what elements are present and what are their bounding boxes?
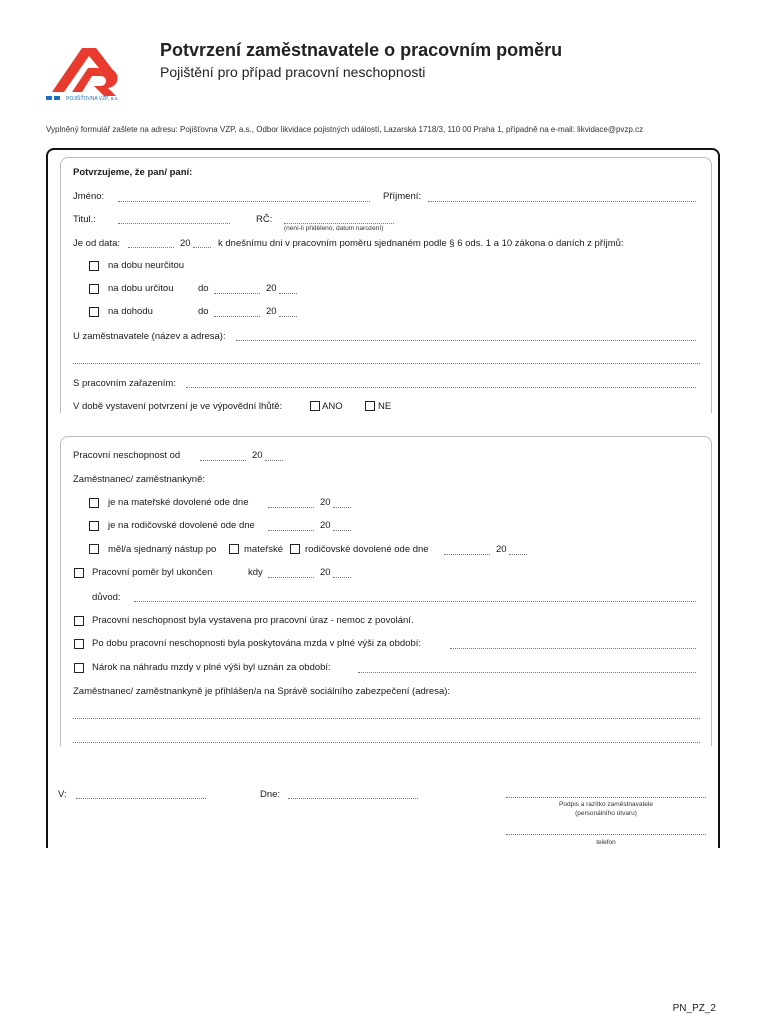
checkbox-parental[interactable] [89,521,99,531]
employee-label: Zaměstnanec/ zaměstnankyně: [73,474,206,485]
notice-label: V době vystavení potvrzení je ve výpovědní lhůtě: [73,401,283,412]
je-od-data-field[interactable] [128,247,174,248]
parental-year-prefix: 20 [320,520,331,531]
year-prefix: 20 [180,238,191,249]
ano-label: ANO [322,401,343,412]
position-label: S pracovním zařazením: [73,378,176,389]
page-subtitle: Pojištění pro případ pracovní neschopnosti [160,64,426,80]
kdy-label: kdy [248,567,263,578]
checkbox-rodicovske[interactable] [290,544,300,554]
urcitou-date-field[interactable] [214,293,260,294]
materske-label: mateřské [244,544,284,555]
neurcitou-label: na dobu neurčitou [108,260,185,271]
checkbox-ano[interactable] [310,401,320,411]
dohodu-year-prefix: 20 [266,306,277,317]
logo-text: POJIŠŤOVNA VZP, a.s. [66,96,119,102]
checkbox-wage-claim[interactable] [74,663,84,673]
signature-field[interactable] [506,797,706,798]
checkbox-neurcitou[interactable] [89,261,99,271]
form-code: PN_PZ_2 [672,1003,716,1014]
social-label: Zaměstnanec/ zaměstnankyně je přihlášen/a na Správě sociálního zabezpečení (adresa): [73,686,451,697]
duvod-label: důvod: [92,592,121,603]
telefon-field[interactable] [506,834,706,835]
employer-label: U zaměstnavatele (název a adresa): [73,331,226,342]
checkbox-ne[interactable] [365,401,375,411]
had-start-year-field[interactable] [509,554,527,555]
urcitou-year-field[interactable] [279,293,297,294]
dohodu-do-label: do [198,306,209,317]
prijmeni-label: Příjmení: [383,191,422,202]
dne-field[interactable] [288,798,418,799]
duvod-field[interactable] [134,601,696,602]
rodicovske-label: rodičovské dovolené ode dne [305,544,429,555]
maternity-date-field[interactable] [268,507,314,508]
logo [44,44,134,110]
rc-field[interactable] [284,223,394,224]
parental-label: je na rodičovské dovolené ode dne [108,520,255,531]
position-field[interactable] [186,387,696,388]
checkbox-terminated[interactable] [74,568,84,578]
urcitou-label: na dobu určitou [108,283,174,294]
rc-label: RČ: [256,214,273,225]
urcitou-do-label: do [198,283,209,294]
social-field-1[interactable] [73,718,700,719]
checkbox-maternity[interactable] [89,498,99,508]
telefon-label: telefon [596,839,616,846]
section1-heading: Potvrzujeme, že pan/ paní: [73,167,193,178]
v-field[interactable] [76,798,206,799]
sign-line2: (personálního útvaru) [575,810,637,817]
incapacity-year-field[interactable] [265,460,283,461]
je-od-data-label: Je od data: [73,238,121,249]
wage-claim-field[interactable] [358,672,696,673]
checkbox-wage-paid[interactable] [74,639,84,649]
incapacity-date-field[interactable] [200,460,246,461]
sign-line1: Podpis a razítko zaměstnavatele [559,801,653,808]
employment-text: k dnešnímu dni v pracovním poměru sjednaném podle § 6 ods. 1 a 10 zákona o daních z příjmů: [218,238,624,249]
checkbox-injury[interactable] [74,616,84,626]
dohodu-label: na dohodu [108,306,153,317]
maternity-label: je na mateřské dovolené ode dne [108,497,249,508]
urcitou-year-prefix: 20 [266,283,277,294]
checkbox-dohodu[interactable] [89,307,99,317]
maternity-year-prefix: 20 [320,497,331,508]
terminated-year-field[interactable] [333,577,351,578]
social-field-2[interactable] [73,742,700,743]
wage-paid-label: Po dobu pracovní neschopnosti byla poskytována mzda v plné výši za období: [92,638,422,649]
checkbox-urcitou[interactable] [89,284,99,294]
je-od-year-field[interactable] [193,247,211,248]
incapacity-from-label: Pracovní neschopnost od [73,450,181,461]
titul-field[interactable] [118,223,230,224]
wage-paid-field[interactable] [450,648,696,649]
had-start-year-prefix: 20 [496,544,507,555]
parental-year-field[interactable] [333,530,351,531]
dne-label: Dne: [260,789,281,800]
ne-label: NE [378,401,392,412]
checkbox-materske[interactable] [229,544,239,554]
injury-label: Pracovní neschopnost byla vystavena pro pracovní úraz - nemoc z povolání. [92,615,414,626]
employer-field-2[interactable] [73,363,700,364]
prijmeni-field[interactable] [428,201,696,202]
terminated-date-field[interactable] [268,577,314,578]
titul-label: Titul.: [73,214,96,225]
jmeno-field[interactable] [118,201,370,202]
had-start-date-field[interactable] [444,554,490,555]
v-label: V: [58,789,67,800]
wage-claim-label: Nárok na náhradu mzdy v plné výši byl uznán za období: [92,662,331,673]
terminated-label: Pracovní poměr byl ukončen [92,567,213,578]
address-line: Vyplněný formulář zašlete na adresu: Pojišťovna VZP, a.s., Odbor likvidace pojistných událostí, Lazarská 1718/3, 110 00 Praha 1, případně na e-mail: likvidace@pvzp.cz [46,125,644,134]
checkbox-had-start[interactable] [89,544,99,554]
page-title: Potvrzení zaměstnavatele o pracovním poměru [160,40,563,60]
incapacity-year-prefix: 20 [252,450,263,461]
employer-field-1[interactable] [236,340,696,341]
maternity-year-field[interactable] [333,507,351,508]
dohodu-date-field[interactable] [214,316,260,317]
jmeno-label: Jméno: [73,191,105,202]
parental-date-field[interactable] [268,530,314,531]
had-start-label: měl/a sjednaný nástup po [108,544,217,555]
terminated-year-prefix: 20 [320,567,331,578]
rc-note: (není-li přiděleno, datum narození) [284,225,384,232]
dohodu-year-field[interactable] [279,316,297,317]
